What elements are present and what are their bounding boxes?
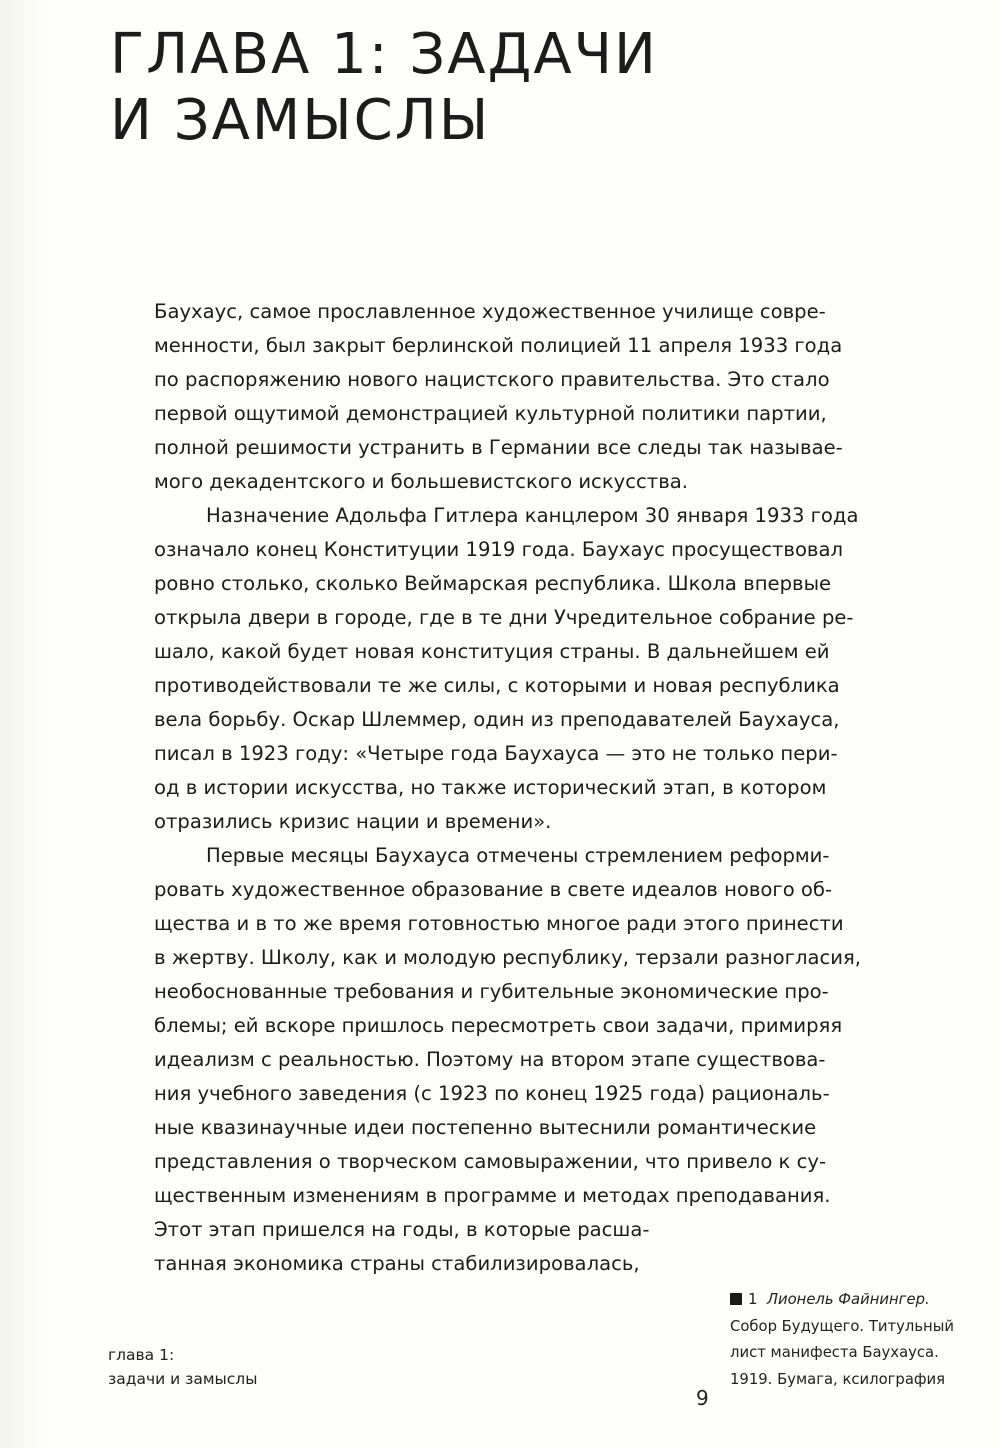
- body-line: ровать художественное образование в свете идеалов нового об-: [154, 878, 833, 901]
- page-edge-shadow: [0, 0, 60, 1448]
- square-marker-icon: [730, 1293, 742, 1305]
- body-text: [154, 295, 924, 1281]
- body-line: означало конец Конституции 1919 года. Баухаус просуществовал: [154, 538, 844, 561]
- body-line: необоснованные требования и губительные экономические про-: [154, 980, 829, 1003]
- paragraph-start-line: Назначение Адольфа Гитлера канцлером 30 января 1933 года: [206, 504, 859, 527]
- caption-line-3: лист манифеста Баухауса.: [730, 1344, 939, 1361]
- body-line: блемы; ей вскоре пришлось пересмотреть свои задачи, примиряя: [154, 1014, 843, 1037]
- paragraph-start-line: Первые месяцы Баухауса отмечены стремлением реформи-: [206, 844, 830, 867]
- caption-line-1: [730, 1287, 954, 1314]
- body-line: полной решимости устранить в Германии все следы так называе-: [154, 436, 843, 459]
- chapter-title-line-1: ГЛАВА 1: ЗАДАЧИ: [110, 22, 658, 87]
- body-line: од в истории искусства, но также исторический этап, в котором: [154, 776, 827, 799]
- figure-number: 1: [748, 1291, 758, 1308]
- caption-line-2: Собор Будущего. Титульный: [730, 1317, 955, 1335]
- body-line: ные квазинаучные идеи постепенно вытеснили романтические: [154, 1116, 817, 1139]
- body-line: идеализм с реальностью. Поэтому на втором этапе существова-: [154, 1048, 826, 1071]
- footer-chapter-title: задачи и замыслы: [108, 1370, 258, 1388]
- body-line: щества и в то же время готовностью многое ради этого принести: [154, 912, 844, 935]
- body-line: по распоряжению нового нацистского правительства. Это стало: [154, 368, 830, 391]
- running-footer: [108, 1343, 257, 1391]
- page-number: 9: [696, 1386, 709, 1410]
- body-line: ния учебного заведения (с 1923 по конец 1925 года) рациональ-: [154, 1082, 830, 1105]
- body-line: вела борьбу. Оскар Шлеммер, один из преподавателей Баухауса,: [154, 708, 840, 731]
- body-line: танная экономика страны стабилизировалась,: [154, 1252, 640, 1275]
- body-line: шало, какой будет новая конституция страны. В дальнейшем ей: [154, 640, 830, 663]
- body-line: мого декадентского и большевистского искусства.: [154, 470, 688, 493]
- figure-caption: [730, 1287, 954, 1393]
- body-line: Этот этап пришелся на годы, в которые расша-: [154, 1218, 650, 1241]
- body-line: щественным изменениям в программе и методах преподавания.: [154, 1184, 831, 1207]
- body-line: менности, был закрыт берлинской полицией 11 апреля 1933 года: [154, 334, 843, 357]
- chapter-title-line-2: И ЗАМЫСЛЫ: [110, 88, 491, 153]
- body-line: в жертву. Школу, как и молодую республику, терзали разногласия,: [154, 946, 862, 969]
- footer-chapter-number: глава 1:: [108, 1346, 175, 1364]
- caption-line-4: 1919. Бумага, ксилография: [730, 1370, 946, 1388]
- body-line: противодействовали те же силы, с которыми и новая республика: [154, 674, 840, 697]
- body-line: представления о творческом самовыражении, что привело к су-: [154, 1150, 827, 1173]
- body-line: отразились кризис нации и времени».: [154, 810, 552, 833]
- figure-author: Лионель Файнингер.: [766, 1291, 930, 1308]
- body-line: Баухаус, самое прославленное художественное училище совре-: [154, 300, 826, 323]
- body-line: первой ощутимой демонстрацией культурной политики партии,: [154, 402, 827, 425]
- body-line: ровно столько, сколько Веймарская республика. Школа впервые: [154, 572, 832, 595]
- chapter-title: [110, 22, 658, 154]
- body-line: писал в 1923 году: «Четыре года Баухауса — это не только пери-: [154, 742, 838, 765]
- body-line: открыла двери в городе, где в те дни Учредительное собрание ре-: [154, 606, 854, 629]
